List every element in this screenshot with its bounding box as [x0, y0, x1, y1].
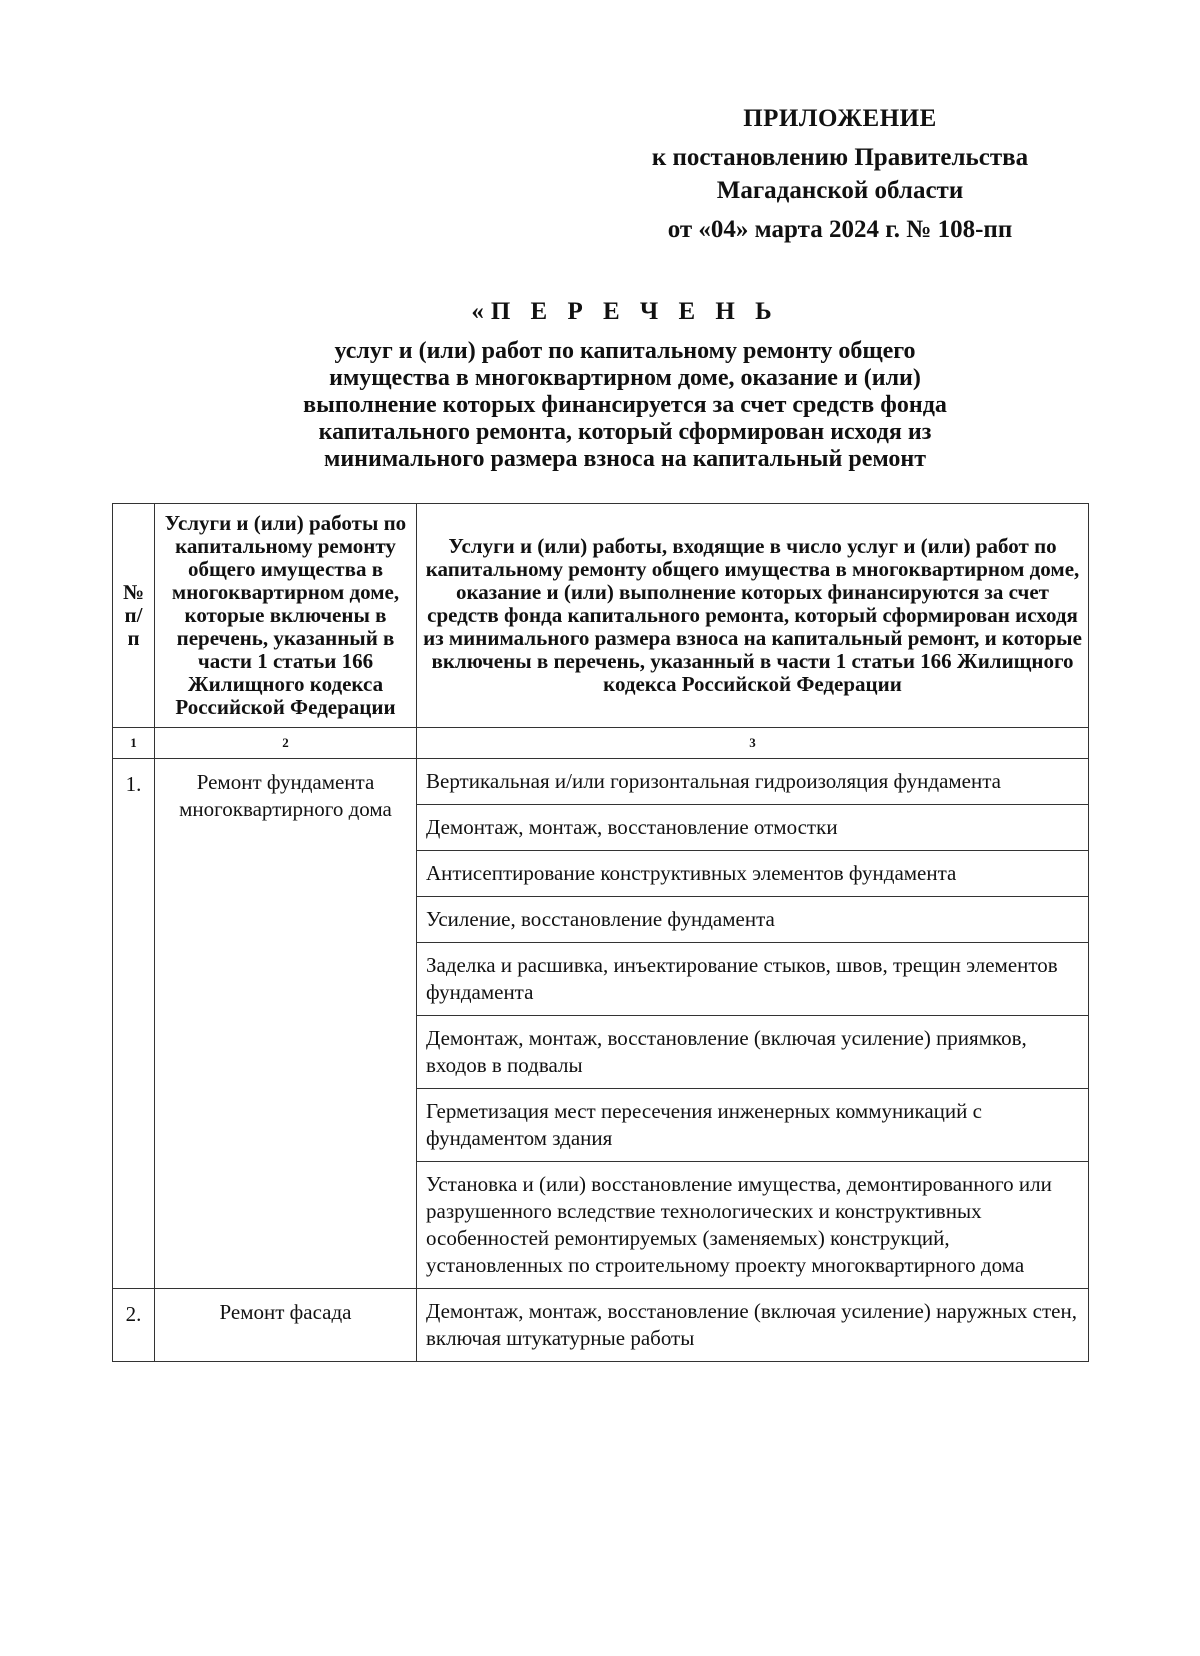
row-number: 2.	[113, 1289, 155, 1362]
works-table	[112, 503, 1089, 1362]
column-number: 3	[417, 728, 1089, 759]
header-number: № п/п	[113, 504, 155, 728]
column-numbers-row	[113, 728, 1089, 759]
work-item: Демонтаж, монтаж, восстановление отмостки	[417, 805, 1089, 851]
table-row	[113, 1289, 1089, 1362]
header-services: Услуги и (или) работы по капитальному ремонту общего имущества в многоквартирном доме, которые включены в перечень, указанный в части 1 статьи 166 Жилищного кодекса Российской Федерации	[155, 504, 417, 728]
work-item: Установка и (или) восстановление имущества, демонтированного или разрушенного вследствие технологических и конструктивных особенностей ремонтируемых (заменяемых) конструкций, установленных по строительному проекту многоквартирного дома	[417, 1162, 1089, 1289]
work-item: Вертикальная и/или горизонтальная гидроизоляция фундамента	[417, 759, 1089, 805]
appendix-block	[620, 102, 1060, 246]
list-title	[200, 298, 1050, 473]
list-title-line: услуг и (или) работ по капитальному ремонту общего	[334, 338, 916, 364]
work-item: Демонтаж, монтаж, восстановление (включая усиление) наружных стен, включая штукатурные работы	[417, 1289, 1089, 1362]
row-number: 1.	[113, 759, 155, 1289]
column-number: 1	[113, 728, 155, 759]
work-item: Усиление, восстановление фундамента	[417, 897, 1089, 943]
list-title-line: минимального размера взноса на капитальный ремонт	[323, 446, 926, 472]
service-name: Ремонт фундамента многоквартирного дома	[155, 759, 417, 1289]
works-table-wrap	[112, 503, 1089, 1362]
appendix-heading: ПРИЛОЖЕНИЕ	[743, 105, 937, 132]
work-item: Демонтаж, монтаж, восстановление (включая усиление) приямков, входов в подвалы	[417, 1016, 1089, 1089]
service-name: Ремонт фасада	[155, 1289, 417, 1362]
header-works: Услуги и (или) работы, входящие в число услуг и (или) работ по капитальному ремонту общего имущества в многоквартирном доме, оказание и (или) выполнение которых финансируются за счет средств фонда капитального ремонта, который сформирован исходя из минимального размера взноса на капитальный ремонт, и которые включены в перечень, указанный в части 1 статьи 166 Жилищного кодекса Российской Федерации	[417, 504, 1089, 728]
appendix-date: от «04» марта 2024 г. № 108-пп	[667, 216, 1013, 243]
list-title-line: имущества в многоквартирном доме, оказание и (или)	[329, 365, 921, 391]
appendix-line-2: Магаданской области	[716, 177, 964, 204]
list-title-line: капитального ремонта, который сформирован исходя из	[318, 419, 932, 445]
list-title-line: выполнение которых финансируется за счет средств фонда	[303, 392, 947, 418]
work-item: Заделка и расшивка, инъектирование стыков, швов, трещин элементов фундамента	[417, 943, 1089, 1016]
work-item: Антисептирование конструктивных элементов фундамента	[417, 851, 1089, 897]
table-header-row	[113, 504, 1089, 728]
appendix-line-1: к постановлению Правительства	[651, 144, 1029, 171]
column-number: 2	[155, 728, 417, 759]
table-row	[113, 759, 1089, 805]
list-title-word: «П Е Р Е Ч Е Н Ь	[471, 298, 779, 325]
work-item: Герметизация мест пересечения инженерных коммуникаций с фундаментом здания	[417, 1089, 1089, 1162]
